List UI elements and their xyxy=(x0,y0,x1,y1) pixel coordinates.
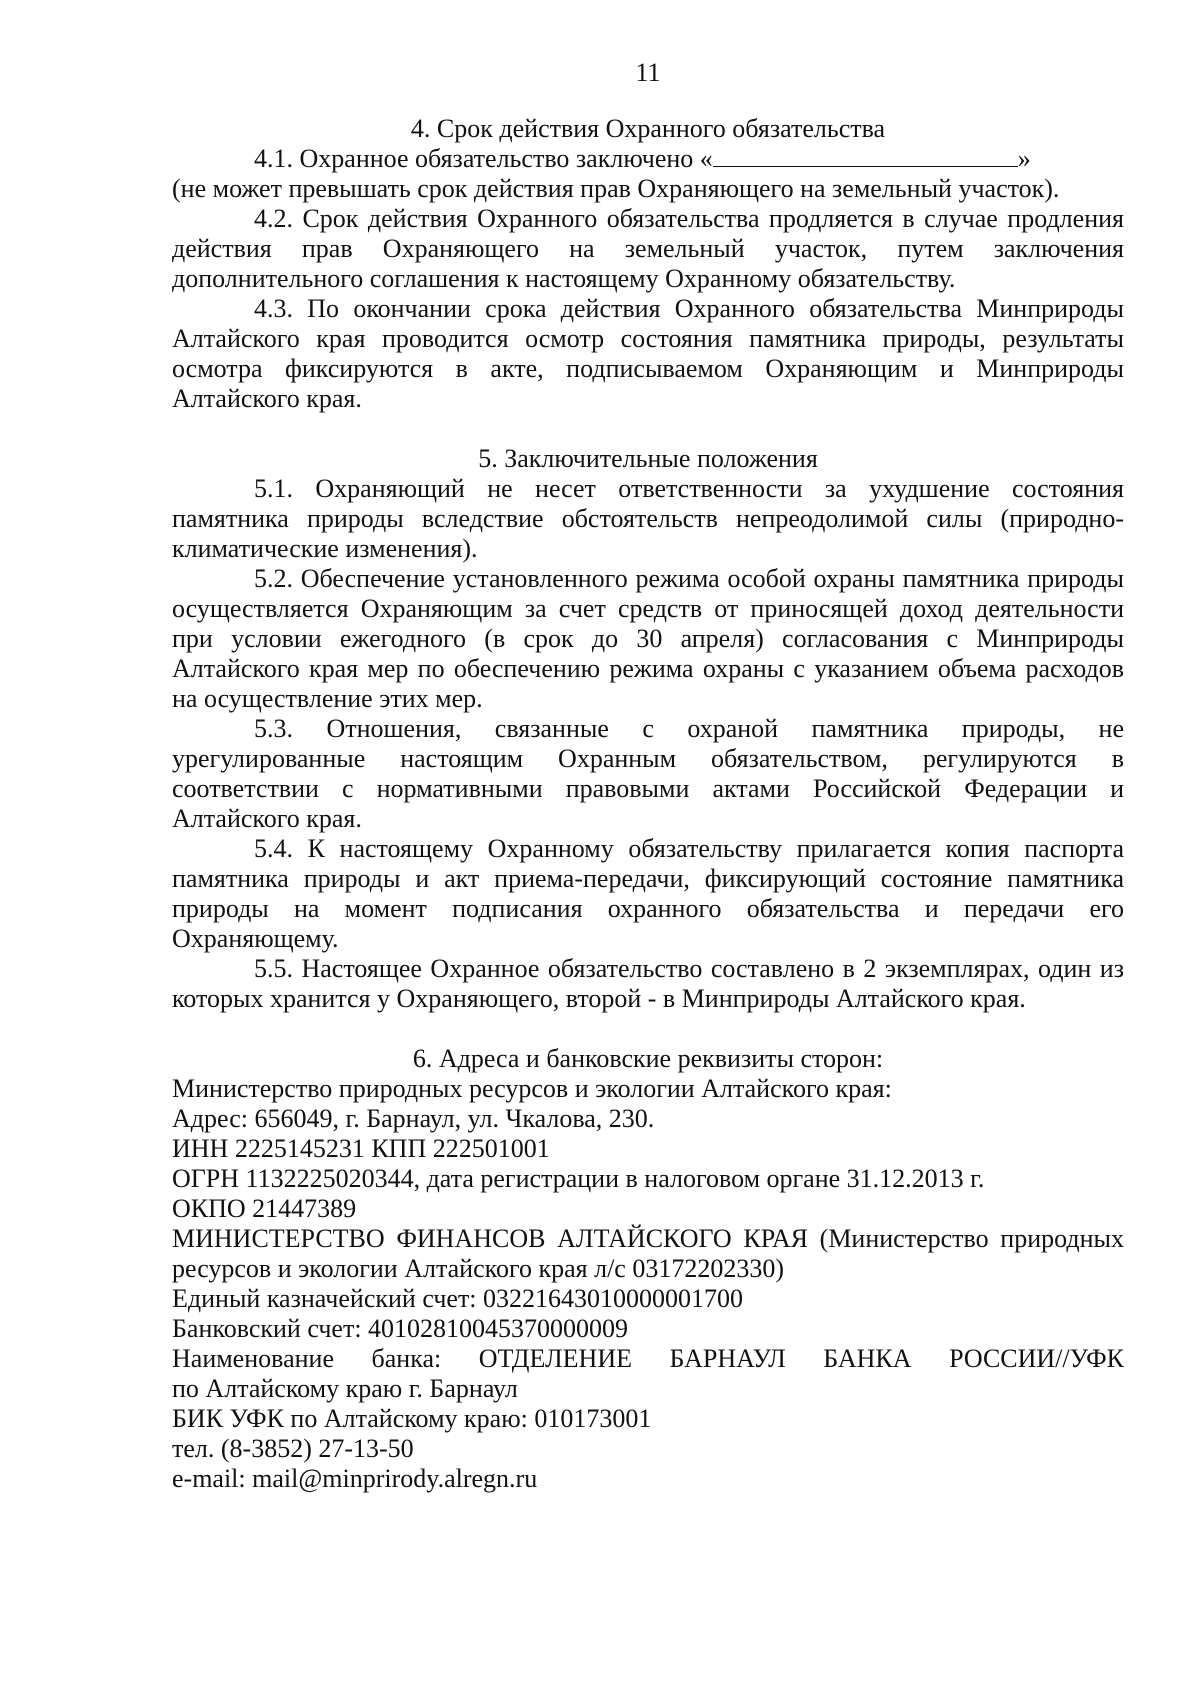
bank-name-line-1: Наименование банка: ОТДЕЛЕНИЕ БАРНАУЛ БАНКА РОССИИ//УФК xyxy=(172,1344,1124,1373)
section-4-heading: 4. Срок действия Охранного обязательства xyxy=(410,114,886,143)
finance-ministry-line-1: МИНИСТЕРСТВО ФИНАНСОВ АЛТАЙСКОГО КРАЯ (Министерство природных xyxy=(172,1224,1124,1253)
email-line: e-mail: mail@minprirody.alregn.ru xyxy=(172,1464,538,1493)
address-line: Адрес: 656049, г. Барнаул, ул. Чкалова, 230. xyxy=(172,1104,655,1133)
section-5-heading: 5. Заключительные положения xyxy=(478,444,818,473)
clause-5-2: 5.2. Обеспечение установленного режима особой охраны памятника природы осуществляется Охраняющим за счет средств от приносящей доход деятельности при условии ежегодного (в срок до 30 апреля) согласования с Минприроды Алтайского края мер по обеспечению режима охраны с указанием объема расходов на осуществление этих мер. xyxy=(172,564,1124,713)
spacer xyxy=(172,414,1124,444)
inn-kpp-line: ИНН 2225145231 КПП 222501001 xyxy=(172,1134,550,1163)
clause-4-1-note: (не может превышать срок действия прав Охраняющего на земельный участок). xyxy=(172,174,1060,203)
document-page xyxy=(172,58,1124,1494)
clause-5-5: 5.5. Настоящее Охранное обязательство составлено в 2 экземплярах, один из которых хранится у Охраняющего, второй - в Минприроды Алтайского края. xyxy=(172,954,1124,1013)
organization-name: Министерство природных ресурсов и экологии Алтайского края: xyxy=(172,1074,892,1103)
ogrn-line: ОГРН 1132225020344, дата регистрации в налоговом органе 31.12.2013 г. xyxy=(172,1164,985,1193)
treasury-account-line: Единый казначейский счет: 03221643010000001700 xyxy=(172,1284,744,1313)
phone-line: тел. (8-3852) 27-13-50 xyxy=(172,1434,414,1463)
page-number: 11 xyxy=(635,58,661,87)
clause-5-3: 5.3. Отношения, связанные с охраной памятника природы, не урегулированные настоящим Охранным обязательством, регулируются в соответствии с нормативными правовыми актами Российской Федерации и Алтайского края. xyxy=(172,714,1124,833)
okpo-line: ОКПО 21447389 xyxy=(172,1194,357,1223)
clause-4-3: 4.3. По окончании срока действия Охранного обязательства Минприроды Алтайского края проводится осмотр состояния памятника природы, результаты осмотра фиксируются в акте, подписываемом Охраняющим и Минприроды Алтайского края. xyxy=(172,294,1124,413)
finance-ministry-line-2: ресурсов и экологии Алтайского края л/с 03172202330) xyxy=(172,1254,784,1283)
bank-name-line-2: по Алтайскому краю г. Барнаул xyxy=(172,1374,518,1403)
bank-account-line: Банковский счет: 40102810045370000009 xyxy=(172,1314,629,1343)
term-blank-field xyxy=(713,144,1018,167)
clause-4-1 xyxy=(172,144,1124,174)
bik-line: БИК УФК по Алтайскому краю: 010173001 xyxy=(172,1404,652,1433)
spacer xyxy=(172,1014,1124,1044)
clause-5-4: 5.4. К настоящему Охранному обязательству прилагается копия паспорта памятника природы и акт приема-передачи, фиксирующий состояние памятника природы на момент подписания охранного обязательства и передачи его Охраняющему. xyxy=(172,834,1124,953)
clause-4-2: 4.2. Срок действия Охранного обязательства продляется в случае продления действия прав Охраняющего на земельный участок, путем заключения дополнительного соглашения к настоящему Охранному обязательству. xyxy=(172,204,1124,293)
clause-5-1: 5.1. Охраняющий не несет ответственности за ухудшение состояния памятника природы вследствие обстоятельств непреодолимой силы (природно-климатические изменения). xyxy=(172,474,1124,563)
section-6-heading: 6. Адреса и банковские реквизиты сторон: xyxy=(412,1044,884,1073)
clause-4-1-suffix: » xyxy=(1017,144,1031,173)
clause-4-1-prefix: 4.1. Охранное обязательство заключено « xyxy=(254,144,713,173)
